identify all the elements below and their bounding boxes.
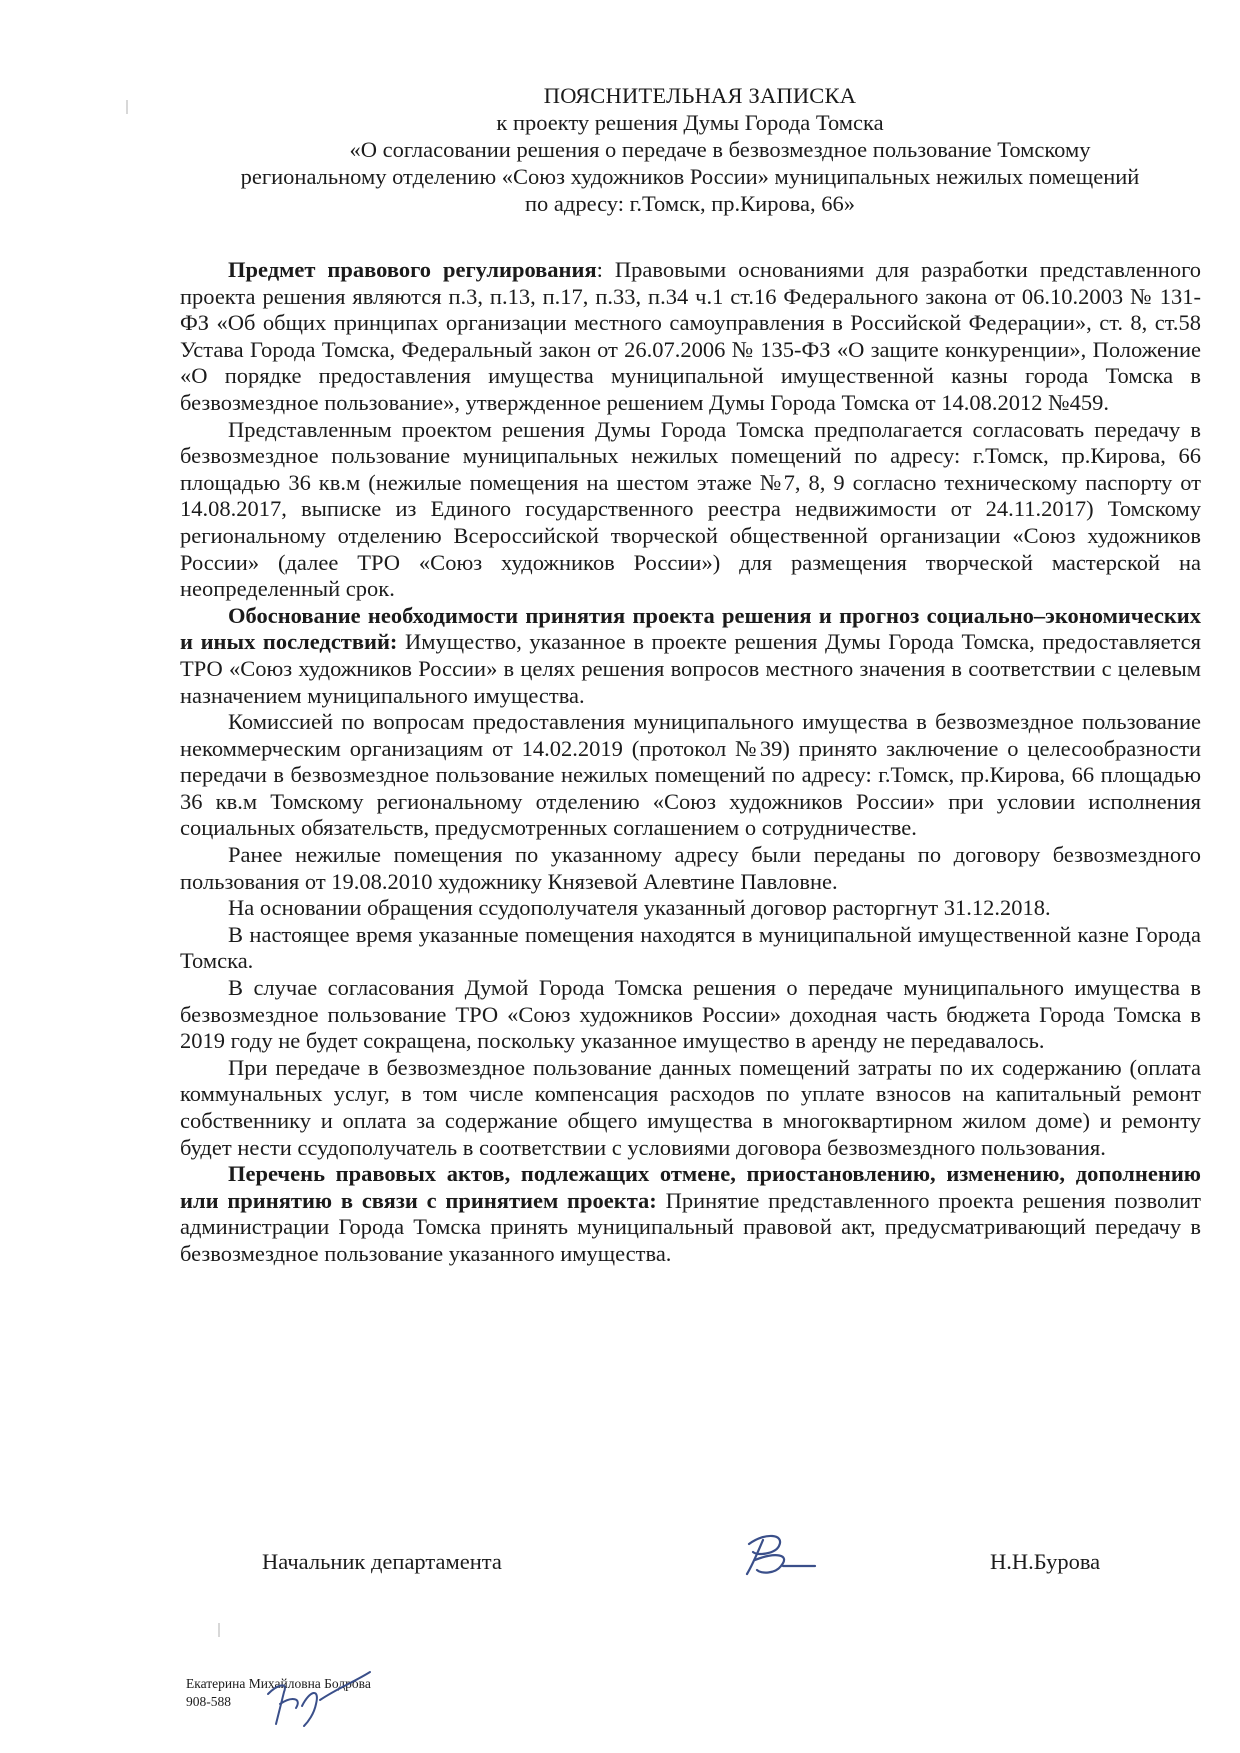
paragraph-heading: Обоснование необходимости принятия проекта решения и прогноз социально–экономических и иных последствий: <box>180 602 1201 655</box>
handwritten-signature <box>735 1530 825 1580</box>
paragraph-text: : Правовыми основаниями для разработки представленного проекта решения являются п.3, п.13, п.17, п.33, п.34 ч.1 ст.16 Федерального закона от 06.10.2003 № 131-ФЗ «Об общих принципах организации местного самоуправления в Российской Федерации», ст. 8, ст.58 Устава Города Томска, Федеральный закон от 26.07.2006 № 135-ФЗ «О защите конкуренции», Положение «О порядке предоставления имущества муниципальной имущественной казны города Томска в безвозмездное пользование», утвержденное решением Думы Города Томска от 14.08.2012 №459. <box>180 257 1202 415</box>
topic-line-2: региональному отделению «Союз художников России» муниципальных нежилых помещений <box>240 164 1140 189</box>
executor-phone: 908-588 <box>186 1694 231 1709</box>
scan-speck <box>126 100 128 114</box>
executor-signature <box>258 1660 378 1730</box>
paragraph-heading: Перечень правовых актов, подлежащих отмене, приостановлению, изменению, дополнению или принятию в связи с принятием проекта: <box>180 1161 1201 1213</box>
paragraph-previous-contract: Ранее нежилые помещения по указанному адресу были переданы по договору безвозмездного пользования от 19.08.2010 художнику Князевой Алевтине Павловне. <box>180 842 1201 894</box>
paragraph-proposal: Представленным проектом решения Думы Города Томска предполагается согласовать передачу в безвозмездное пользование муниципальных нежилых помещений по адресу: г.Томск, пр.Кирова, 66 площадью 36 кв.м (нежилые помещения на шестом этаже №7, 8, 9 согласно техническому паспорту от 14.08.2017, выписке из Единого государственного реестра недвижимости от 24.11.2017) Томскому региональному отделению Всероссийской творческой общественной организации «Союз художников России» (далее ТРО «Союз художников России») для размещения творческой мастерской на неопределенный срок. <box>180 416 1201 602</box>
document-subtitle: к проекту решения Думы Города Томска <box>496 110 884 135</box>
signatory-position: Начальник департамента <box>262 1549 502 1574</box>
document-body <box>180 257 1201 1268</box>
paragraph-current-status: В настоящее время указанные помещения находятся в муниципальной имущественной казне Города Томска. <box>180 921 1201 974</box>
paragraph-budget: В случае согласования Думой Города Томска решения о передаче муниципального имущества в безвозмездное пользование ТРО «Союз художников России» доходная часть бюджета Города Томска в 2019 году не будет сокращена, поскольку указанное имущество в аренду не передавалось. <box>180 975 1201 1054</box>
topic-line-1: «О согласовании решения о передаче в безвозмездное пользование Томскому <box>349 137 1091 162</box>
paragraph-legal-acts <box>180 1161 1201 1267</box>
paragraph-justification <box>180 603 1201 709</box>
scan-speck <box>218 1623 220 1637</box>
paragraph-termination: На основании обращения ссудополучателя указанный договор расторгнут 31.12.2018. <box>228 895 1051 921</box>
paragraph-costs: При передаче в безвозмездное пользование данных помещений затраты по их содержанию (оплата коммунальных услуг, в том числе компенсация расходов по уплате взносов на капитальный ремонт собственнику и оплата за содержание общего имущества в многоквартирном жилом доме) и ремонту будет нести ссудополучатель в соответствии с условиями договора безвозмездного пользования. <box>180 1054 1201 1160</box>
paragraph-legal-basis <box>180 257 1201 417</box>
executor-name: Екатерина Михайловна Бодрова <box>186 1676 371 1691</box>
paragraph-commission: Комиссией по вопросам предоставления муниципального имущества в безвозмездное пользование некоммерческим организациям от 14.02.2019 (протокол №39) принято заключение о целесообразности передачи в безвозмездное пользование нежилых помещений по адресу: г.Томск, пр.Кирова, 66 площадью 36 кв.м Томскому региональному отделению «Союз художников России» при условии исполнения социальных обязательств, предусмотренных соглашением о сотрудничестве. <box>180 709 1201 841</box>
topic-line-3: по адресу: г.Томск, пр.Кирова, 66» <box>524 191 856 216</box>
paragraph-heading: Предмет правового регулирования <box>228 257 597 282</box>
paragraph-text: Принятие представленного проекта решения позволит администрации Города Томска принять муниципальный правовой акт, предусматривающий передачу в безвозмездное пользование указанного имущества. <box>180 1187 1201 1266</box>
signatory-name: Н.Н.Бурова <box>990 1549 1101 1574</box>
document-header <box>180 82 1200 217</box>
paragraph-text: Имущество, указанное в проекте решения Думы Города Томска, предоставляется ТРО «Союз художников России» в целях решения вопросов местного значения в соответствии с целевым назначением муниципального имущества. <box>180 629 1202 708</box>
document-title: ПОЯСНИТЕЛЬНАЯ ЗАПИСКА <box>543 83 857 108</box>
